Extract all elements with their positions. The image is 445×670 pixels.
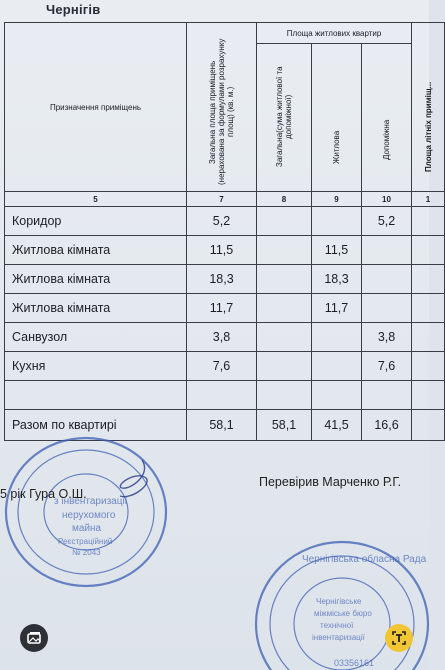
column-number: 7	[187, 192, 257, 207]
room-sum-area	[257, 294, 312, 323]
table-row	[5, 207, 445, 236]
total-living-value: 41,5	[312, 410, 362, 441]
header-total-sum	[257, 44, 312, 192]
spacer-cell	[257, 381, 312, 410]
gallery-button[interactable]	[20, 624, 48, 652]
column-number: 5	[5, 192, 187, 207]
column-number: 8	[257, 192, 312, 207]
room-sum-area	[257, 323, 312, 352]
room-name: Житлова кімната	[5, 265, 187, 294]
spacer-cell	[412, 381, 445, 410]
total-sum-value: 58,1	[257, 410, 312, 441]
table-row	[5, 294, 445, 323]
room-sum-area	[257, 207, 312, 236]
text-scan-button[interactable]	[385, 624, 413, 652]
svg-text:Чернігівська обласна Рада: Чернігівська обласна Рада	[302, 554, 427, 565]
room-name: Житлова кімната	[5, 236, 187, 265]
table-row	[5, 352, 445, 381]
text-scan-icon	[385, 624, 413, 652]
column-number: 1	[412, 192, 445, 207]
city-label: Чернігів	[46, 2, 101, 17]
room-living-area: 11,5	[312, 236, 362, 265]
svg-text:інвентаризації: інвентаризації	[312, 633, 365, 642]
column-number: 9	[312, 192, 362, 207]
room-total-area: 7,6	[187, 352, 257, 381]
room-living-area	[312, 352, 362, 381]
table-header-row	[5, 23, 445, 44]
header-auxiliary-text: Допоміжна	[382, 119, 391, 160]
svg-text:Реєстраційний: Реєстраційний	[58, 537, 113, 546]
header-total-sum-text: Загальна(сума житлової та допоміжної)	[275, 66, 293, 168]
area-table	[4, 22, 445, 441]
room-total-area: 11,7	[187, 294, 257, 323]
left-stamp	[2, 430, 170, 590]
total-partial-value	[412, 410, 445, 441]
room-partial-area	[412, 207, 445, 236]
room-partial-area	[412, 294, 445, 323]
room-partial-area	[412, 352, 445, 381]
header-partial	[412, 23, 445, 192]
room-living-area	[312, 323, 362, 352]
header-total-area-text: Загальна площа приміщень (нерахована за формулами розрахунку площ) (кв. м.)	[208, 38, 235, 186]
table-row	[5, 323, 445, 352]
svg-text:з інвентаризації: з інвентаризації	[54, 496, 128, 507]
room-aux-area	[362, 236, 412, 265]
svg-text:Чернігівське: Чернігівське	[316, 597, 362, 606]
room-living-area	[312, 207, 362, 236]
room-name: Коридор	[5, 207, 187, 236]
room-living-area: 18,3	[312, 265, 362, 294]
header-purpose: Призначення приміщень	[5, 23, 187, 192]
svg-text:технічної: технічної	[320, 621, 354, 630]
header-partial-text: Площа літніх приміщ...	[423, 81, 433, 173]
room-name: Санвузол	[5, 323, 187, 352]
room-total-area: 5,2	[187, 207, 257, 236]
room-aux-area: 3,8	[362, 323, 412, 352]
spacer-cell	[5, 381, 187, 410]
spacer-cell	[312, 381, 362, 410]
table-spacer-row	[5, 381, 445, 410]
svg-text:03356161: 03356161	[334, 658, 375, 668]
room-partial-area	[412, 265, 445, 294]
header-living-area-group: Площа житлових квартир	[257, 23, 412, 44]
room-total-area: 18,3	[187, 265, 257, 294]
svg-text:№ 2043: № 2043	[72, 548, 101, 557]
header-living	[312, 44, 362, 192]
room-sum-area	[257, 265, 312, 294]
room-name: Кухня	[5, 352, 187, 381]
total-area-value: 58,1	[187, 410, 257, 441]
svg-text:міжміське бюро: міжміське бюро	[314, 609, 372, 618]
room-sum-area	[257, 236, 312, 265]
room-sum-area	[257, 352, 312, 381]
room-living-area: 11,7	[312, 294, 362, 323]
header-total-area	[187, 23, 257, 192]
room-total-area: 3,8	[187, 323, 257, 352]
room-total-area: 11,5	[187, 236, 257, 265]
checked-by-label: Перевірив Марченко Р.Г.	[259, 475, 402, 489]
table-row	[5, 265, 445, 294]
total-aux-value: 16,6	[362, 410, 412, 441]
room-aux-area: 7,6	[362, 352, 412, 381]
room-aux-area: 5,2	[362, 207, 412, 236]
svg-text:нерухомого: нерухомого	[62, 510, 116, 521]
left-signature-text: 5 рік Гура О.Ш.	[0, 487, 87, 501]
room-partial-area	[412, 323, 445, 352]
room-aux-area	[362, 265, 412, 294]
room-partial-area	[412, 236, 445, 265]
header-auxiliary	[362, 44, 412, 192]
header-living-text: Житлова	[332, 130, 341, 164]
room-aux-area	[362, 294, 412, 323]
column-number-row	[5, 192, 445, 207]
room-name: Житлова кімната	[5, 294, 187, 323]
table-row	[5, 236, 445, 265]
spacer-cell	[187, 381, 257, 410]
column-number: 10	[362, 192, 412, 207]
gallery-icon	[20, 624, 48, 652]
total-label: Разом по квартирі	[5, 410, 187, 441]
spacer-cell	[362, 381, 412, 410]
svg-text:майна: майна	[72, 523, 102, 534]
